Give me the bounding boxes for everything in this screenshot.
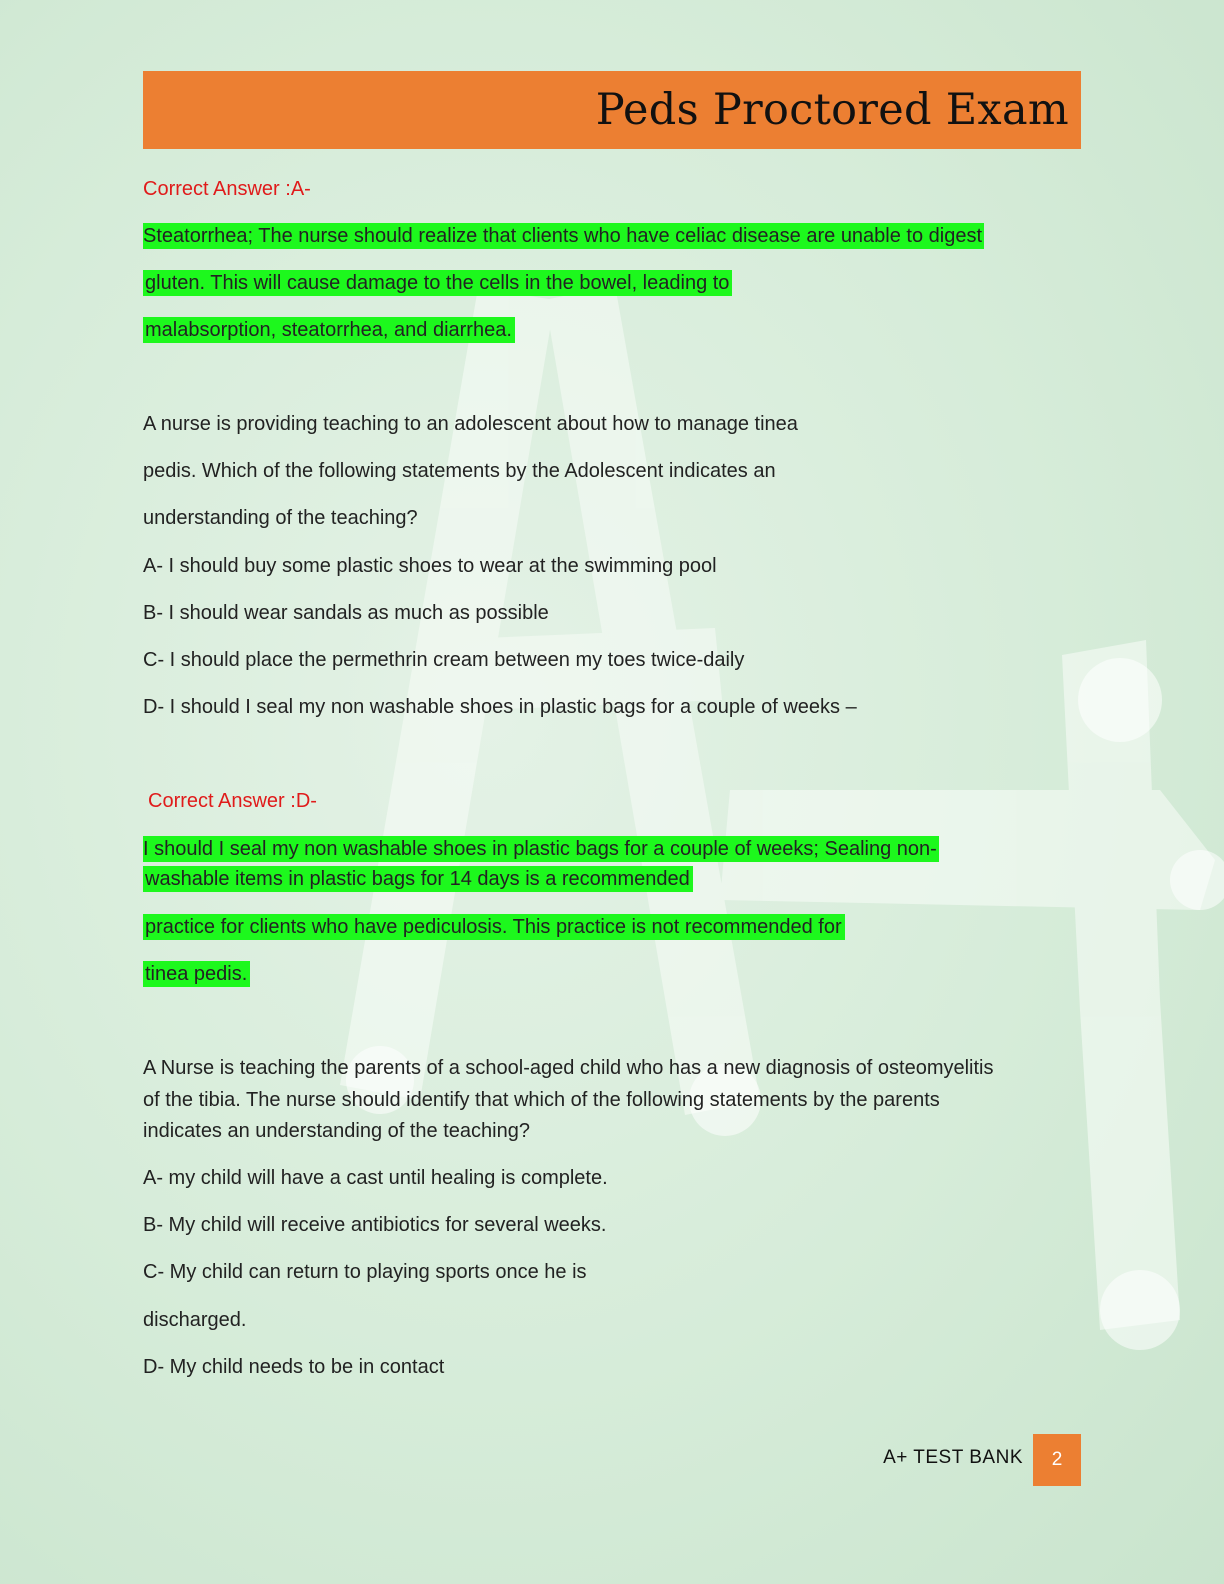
answer-option: C- I should place the permethrin cream between my toes twice-daily: [143, 649, 745, 671]
title-banner: [143, 71, 1081, 149]
rationale-highlight: I should I seal my non washable shoes in plastic bags for a couple of weeks; Sealing non-: [143, 838, 937, 860]
answer-option: A- my child will have a cast until healing is complete.: [143, 1167, 608, 1189]
question-stem-line: understanding of the teaching?: [143, 507, 418, 529]
rationale-line: [143, 315, 515, 345]
rationale-line: [143, 834, 939, 864]
answer-option: D- I should I seal my non washable shoes in plastic bags for a couple of weeks –: [143, 696, 857, 718]
rationale-highlight: Steatorrhea; The nurse should realize that clients who have celiac disease are unable to digest: [143, 225, 983, 247]
rationale-highlight: malabsorption, steatorrhea, and diarrhea.: [143, 317, 515, 343]
rationale-highlight: tinea pedis.: [143, 961, 250, 987]
rationale-line: [143, 268, 732, 298]
correct-answer-label: Correct Answer :A-: [143, 178, 311, 200]
rationale-highlight: washable items in plastic bags for 14 days is a recommended: [143, 866, 693, 892]
question-stem-line: A nurse is providing teaching to an adolescent about how to manage tinea: [143, 413, 798, 435]
answer-option-continued: discharged.: [143, 1309, 247, 1331]
rationale-line: [143, 221, 984, 251]
rationale-line: [143, 864, 693, 894]
answer-option: B- My child will receive antibiotics for several weeks.: [143, 1214, 607, 1236]
rationale-highlight: practice for clients who have pediculosis. This practice is not recommended for: [143, 914, 845, 940]
page-title: Peds Proctored Exam: [595, 85, 1069, 135]
correct-answer-label: Correct Answer :D-: [148, 790, 317, 812]
question-stem-line: of the tibia. The nurse should identify that which of the following statements by the parents: [143, 1089, 940, 1111]
rationale-line: [143, 959, 250, 989]
answer-option: B- I should wear sandals as much as possible: [143, 602, 549, 624]
rationale-highlight: gluten. This will cause damage to the cells in the bowel, leading to: [143, 270, 732, 296]
question-stem-line: indicates an understanding of the teaching?: [143, 1120, 530, 1142]
question-stem-line: pedis. Which of the following statements by the Adolescent indicates an: [143, 460, 776, 482]
footer-label: A+ TEST BANK: [883, 1447, 1023, 1468]
answer-option: C- My child can return to playing sports once he is: [143, 1261, 587, 1283]
page-number: 2: [1033, 1434, 1081, 1486]
rationale-line: [143, 912, 845, 942]
answer-option: D- My child needs to be in contact: [143, 1356, 445, 1378]
question-stem-line: A Nurse is teaching the parents of a school-aged child who has a new diagnosis of osteomyelitis: [143, 1057, 994, 1079]
answer-option: A- I should buy some plastic shoes to wear at the swimming pool: [143, 555, 717, 577]
